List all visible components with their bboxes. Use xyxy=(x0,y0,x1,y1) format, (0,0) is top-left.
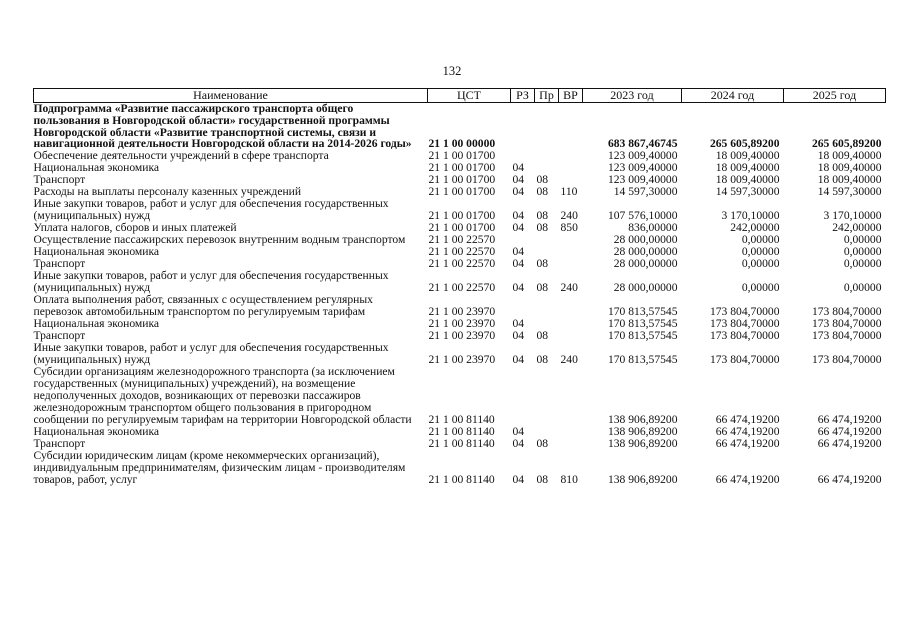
cell-y2023: 28 000,00000 xyxy=(613,245,678,259)
cell-vr: 850 xyxy=(560,221,578,235)
cell-vr xyxy=(559,103,583,151)
column-header-rz: РЗ xyxy=(511,89,535,103)
cell-cst: 21 1 00 22570 xyxy=(428,245,496,259)
cell-y2025: 18 009,40000 xyxy=(817,161,882,175)
cell-y2025: 265 605,89200 xyxy=(811,137,882,151)
cell-pr: 08 xyxy=(536,221,549,235)
cell-pr: 08 xyxy=(536,473,549,487)
cell-y2023: 170 813,57545 xyxy=(607,329,678,343)
cell-rz: 04 xyxy=(512,425,525,439)
table-row xyxy=(34,342,886,366)
table-row xyxy=(34,270,886,294)
cell-pr: 08 xyxy=(536,173,549,187)
cell-y2024: 173 804,70000 xyxy=(709,353,780,367)
cell-rz xyxy=(511,294,535,318)
column-header-cst: ЦСТ xyxy=(428,89,511,103)
table-row-subprogram xyxy=(34,103,886,151)
cell-y2023: 138 906,89200 xyxy=(607,437,678,451)
cell-rz: 04 xyxy=(512,257,525,271)
cell-y2023: 170 813,57545 xyxy=(607,305,678,319)
cell-y2025: 173 804,70000 xyxy=(811,353,882,367)
cell-y2025: 18 009,40000 xyxy=(817,149,882,163)
cell-y2024: 0,00000 xyxy=(741,233,780,247)
cell-rz xyxy=(511,366,535,426)
cell-pr xyxy=(535,366,559,426)
cell-y2023: 123 009,40000 xyxy=(607,161,678,175)
cell-cst: 21 1 00 81140 xyxy=(428,413,495,427)
cell-y2024: 14 597,30000 xyxy=(715,185,780,199)
cell-y2024: 0,00000 xyxy=(741,281,780,295)
cell-pr xyxy=(535,150,559,162)
cell-y2023: 138 906,89200 xyxy=(607,413,678,427)
cell-pr: 08 xyxy=(536,185,549,199)
cell-pr: 08 xyxy=(536,209,549,223)
column-header-2023: 2023 год xyxy=(583,89,682,103)
cell-y2025: 173 804,70000 xyxy=(811,317,882,331)
cell-cst: 21 1 00 23970 xyxy=(428,305,496,319)
cell-name: Национальная экономика xyxy=(33,425,160,439)
cell-name: Иные закупки товаров, работ и услуг для обеспечения государственных (муниципальных) нужд xyxy=(33,341,389,367)
table-body xyxy=(34,103,886,487)
cell-cst: 21 1 00 01700 xyxy=(428,149,496,163)
table-row xyxy=(34,366,886,426)
cell-name: Транспорт xyxy=(33,173,86,187)
cell-rz: 04 xyxy=(512,437,525,451)
cell-y2024: 0,00000 xyxy=(741,245,780,259)
cell-cst: 21 1 00 01700 xyxy=(428,161,496,175)
cell-name: Субсидии организациям железнодорожного транспорта (за исключением государственных (муниципальных) учреждений), на возмещение недополученных доходов, возникающих от перевозки пассажиров железнодорожным транспортом общего пользования в пригородном сообщении по регулируемым тарифам на территории Новгородской области xyxy=(33,365,412,427)
cell-vr: 240 xyxy=(560,281,578,295)
cell-cst: 21 1 00 81140 xyxy=(428,425,495,439)
cell-name: Оплата выполнения работ, связанных с осуществлением регулярных перевозок автомобильным транспортом по регулируемым тарифам xyxy=(33,293,373,319)
cell-pr: 08 xyxy=(536,437,549,451)
cell-pr: 08 xyxy=(536,281,549,295)
cell-rz: 04 xyxy=(512,317,525,331)
column-header-pr: Пр xyxy=(535,89,559,103)
cell-vr xyxy=(559,150,583,162)
cell-name: Транспорт xyxy=(33,437,86,451)
cell-y2023: 14 597,30000 xyxy=(613,185,678,199)
cell-vr xyxy=(559,438,583,450)
cell-rz: 04 xyxy=(512,353,525,367)
cell-cst: 21 1 00 23970 xyxy=(428,329,496,343)
cell-y2023: 28 000,00000 xyxy=(613,233,678,247)
cell-y2023: 107 576,10000 xyxy=(607,209,678,223)
cell-name: Расходы на выплаты персоналу казенных учреждений xyxy=(33,185,302,199)
cell-name: Транспорт xyxy=(33,329,86,343)
cell-rz: 04 xyxy=(512,281,525,295)
cell-y2025: 0,00000 xyxy=(843,281,882,295)
cell-pr: 08 xyxy=(536,353,549,367)
cell-cst: 21 1 00 23970 xyxy=(428,317,496,331)
cell-rz xyxy=(511,103,535,151)
cell-pr xyxy=(535,294,559,318)
cell-rz: 04 xyxy=(512,473,525,487)
cell-rz: 04 xyxy=(512,185,525,199)
cell-y2024: 173 804,70000 xyxy=(709,329,780,343)
cell-rz: 04 xyxy=(512,209,525,223)
cell-y2025: 14 597,30000 xyxy=(817,185,882,199)
cell-vr xyxy=(559,330,583,342)
cell-name: Обеспечение деятельности учреждений в сфере транспорта xyxy=(33,149,329,163)
cell-rz: 04 xyxy=(512,173,525,187)
cell-y2024: 66 474,19200 xyxy=(715,425,780,439)
cell-y2024: 265 605,89200 xyxy=(709,137,780,151)
cell-y2024: 173 804,70000 xyxy=(709,317,780,331)
cell-cst: 21 1 00 23970 xyxy=(428,353,496,367)
cell-y2023: 123 009,40000 xyxy=(607,149,678,163)
cell-vr xyxy=(559,318,583,330)
cell-vr xyxy=(559,294,583,318)
cell-name: Подпрограмма «Развитие пассажирского транспорта общего пользования в Новгородской области» государственной программы Новгородской области «Развитие транспортной системы, связи и навигационной деятельности Новгородской области на 2014-2026 годы» xyxy=(33,102,412,151)
cell-y2023: 170 813,57545 xyxy=(607,353,678,367)
cell-y2024: 66 474,19200 xyxy=(715,437,780,451)
cell-y2023: 170 813,57545 xyxy=(607,317,678,331)
cell-name: Осуществление пассажирских перевозок внутренним водным транспортом xyxy=(33,233,406,247)
cell-y2024: 0,00000 xyxy=(741,257,780,271)
cell-name: Транспорт xyxy=(33,257,86,271)
cell-y2024: 3 170,10000 xyxy=(721,209,780,223)
cell-pr: 08 xyxy=(536,329,549,343)
cell-name: Национальная экономика xyxy=(33,161,160,175)
cell-vr: 240 xyxy=(560,353,578,367)
cell-y2024: 173 804,70000 xyxy=(709,305,780,319)
cell-cst: 21 1 00 81140 xyxy=(428,473,495,487)
cell-y2025: 0,00000 xyxy=(843,245,882,259)
cell-y2024: 242,00000 xyxy=(730,221,780,235)
cell-vr xyxy=(559,426,583,438)
cell-cst: 21 1 00 81140 xyxy=(428,437,495,451)
column-header-2025: 2025 год xyxy=(784,89,886,103)
cell-y2024: 18 009,40000 xyxy=(715,173,780,187)
cell-vr xyxy=(559,258,583,270)
cell-cst: 21 1 00 01700 xyxy=(428,173,496,187)
cell-y2025: 18 009,40000 xyxy=(817,173,882,187)
cell-y2023: 123 009,40000 xyxy=(607,173,678,187)
cell-pr: 08 xyxy=(536,257,549,271)
cell-y2025: 0,00000 xyxy=(843,257,882,271)
cell-y2023: 138 906,89200 xyxy=(607,473,678,487)
cell-cst: 21 1 00 22570 xyxy=(428,257,496,271)
cell-cst: 21 1 00 01700 xyxy=(428,185,496,199)
cell-vr xyxy=(559,234,583,246)
cell-pr xyxy=(535,234,559,246)
cell-y2023: 836,00000 xyxy=(628,221,678,235)
cell-y2025: 66 474,19200 xyxy=(817,413,882,427)
cell-vr: 810 xyxy=(560,473,578,487)
cell-rz: 04 xyxy=(512,245,525,259)
cell-vr: 110 xyxy=(560,185,578,199)
cell-y2025: 173 804,70000 xyxy=(811,329,882,343)
cell-vr xyxy=(559,162,583,174)
cell-cst: 21 1 00 00000 xyxy=(428,137,496,151)
table-row xyxy=(34,450,886,486)
cell-y2025: 3 170,10000 xyxy=(823,209,882,223)
cell-vr xyxy=(559,246,583,258)
column-header-vr: ВР xyxy=(559,89,583,103)
cell-name: Уплата налогов, сборов и иных платежей xyxy=(33,221,237,235)
cell-name: Национальная экономика xyxy=(33,317,160,331)
cell-cst: 21 1 00 22570 xyxy=(428,281,496,295)
column-header-name: Наименование xyxy=(34,89,428,103)
cell-y2023: 138 906,89200 xyxy=(607,425,678,439)
cell-cst: 21 1 00 01700 xyxy=(428,221,496,235)
cell-rz: 04 xyxy=(512,221,525,235)
cell-cst: 21 1 00 01700 xyxy=(428,209,496,223)
cell-pr xyxy=(535,103,559,151)
cell-vr: 240 xyxy=(560,209,578,223)
cell-y2025: 66 474,19200 xyxy=(817,425,882,439)
cell-vr xyxy=(559,366,583,426)
cell-name: Иные закупки товаров, работ и услуг для обеспечения государственных (муниципальных) нужд xyxy=(33,197,389,223)
cell-y2023: 28 000,00000 xyxy=(613,257,678,271)
cell-y2025: 66 474,19200 xyxy=(817,473,882,487)
budget-table xyxy=(33,88,886,486)
cell-y2025: 173 804,70000 xyxy=(811,305,882,319)
cell-rz: 04 xyxy=(512,329,525,343)
cell-y2024: 18 009,40000 xyxy=(715,161,780,175)
cell-name: Национальная экономика xyxy=(33,245,160,259)
cell-y2024: 18 009,40000 xyxy=(715,149,780,163)
cell-y2023: 683 867,46745 xyxy=(607,137,678,151)
table-row xyxy=(34,198,886,222)
cell-y2025: 242,00000 xyxy=(832,221,882,235)
page-number: 132 xyxy=(442,64,462,78)
cell-y2024: 66 474,19200 xyxy=(715,473,780,487)
cell-rz: 04 xyxy=(512,161,525,175)
cell-y2025: 66 474,19200 xyxy=(817,437,882,451)
column-header-2024: 2024 год xyxy=(682,89,784,103)
table-row xyxy=(34,294,886,318)
cell-y2025: 0,00000 xyxy=(843,233,882,247)
cell-name: Субсидии юридическим лицам (кроме некоммерческих организаций), индивидуальным предпринимателям, физическим лицам - производителям товаров, работ, услуг xyxy=(33,449,406,487)
cell-name: Иные закупки товаров, работ и услуг для обеспечения государственных (муниципальных) нужд xyxy=(33,269,389,295)
cell-y2024: 66 474,19200 xyxy=(715,413,780,427)
cell-cst: 21 1 00 22570 xyxy=(428,233,496,247)
cell-y2023: 28 000,00000 xyxy=(613,281,678,295)
table-header-row xyxy=(34,89,886,103)
